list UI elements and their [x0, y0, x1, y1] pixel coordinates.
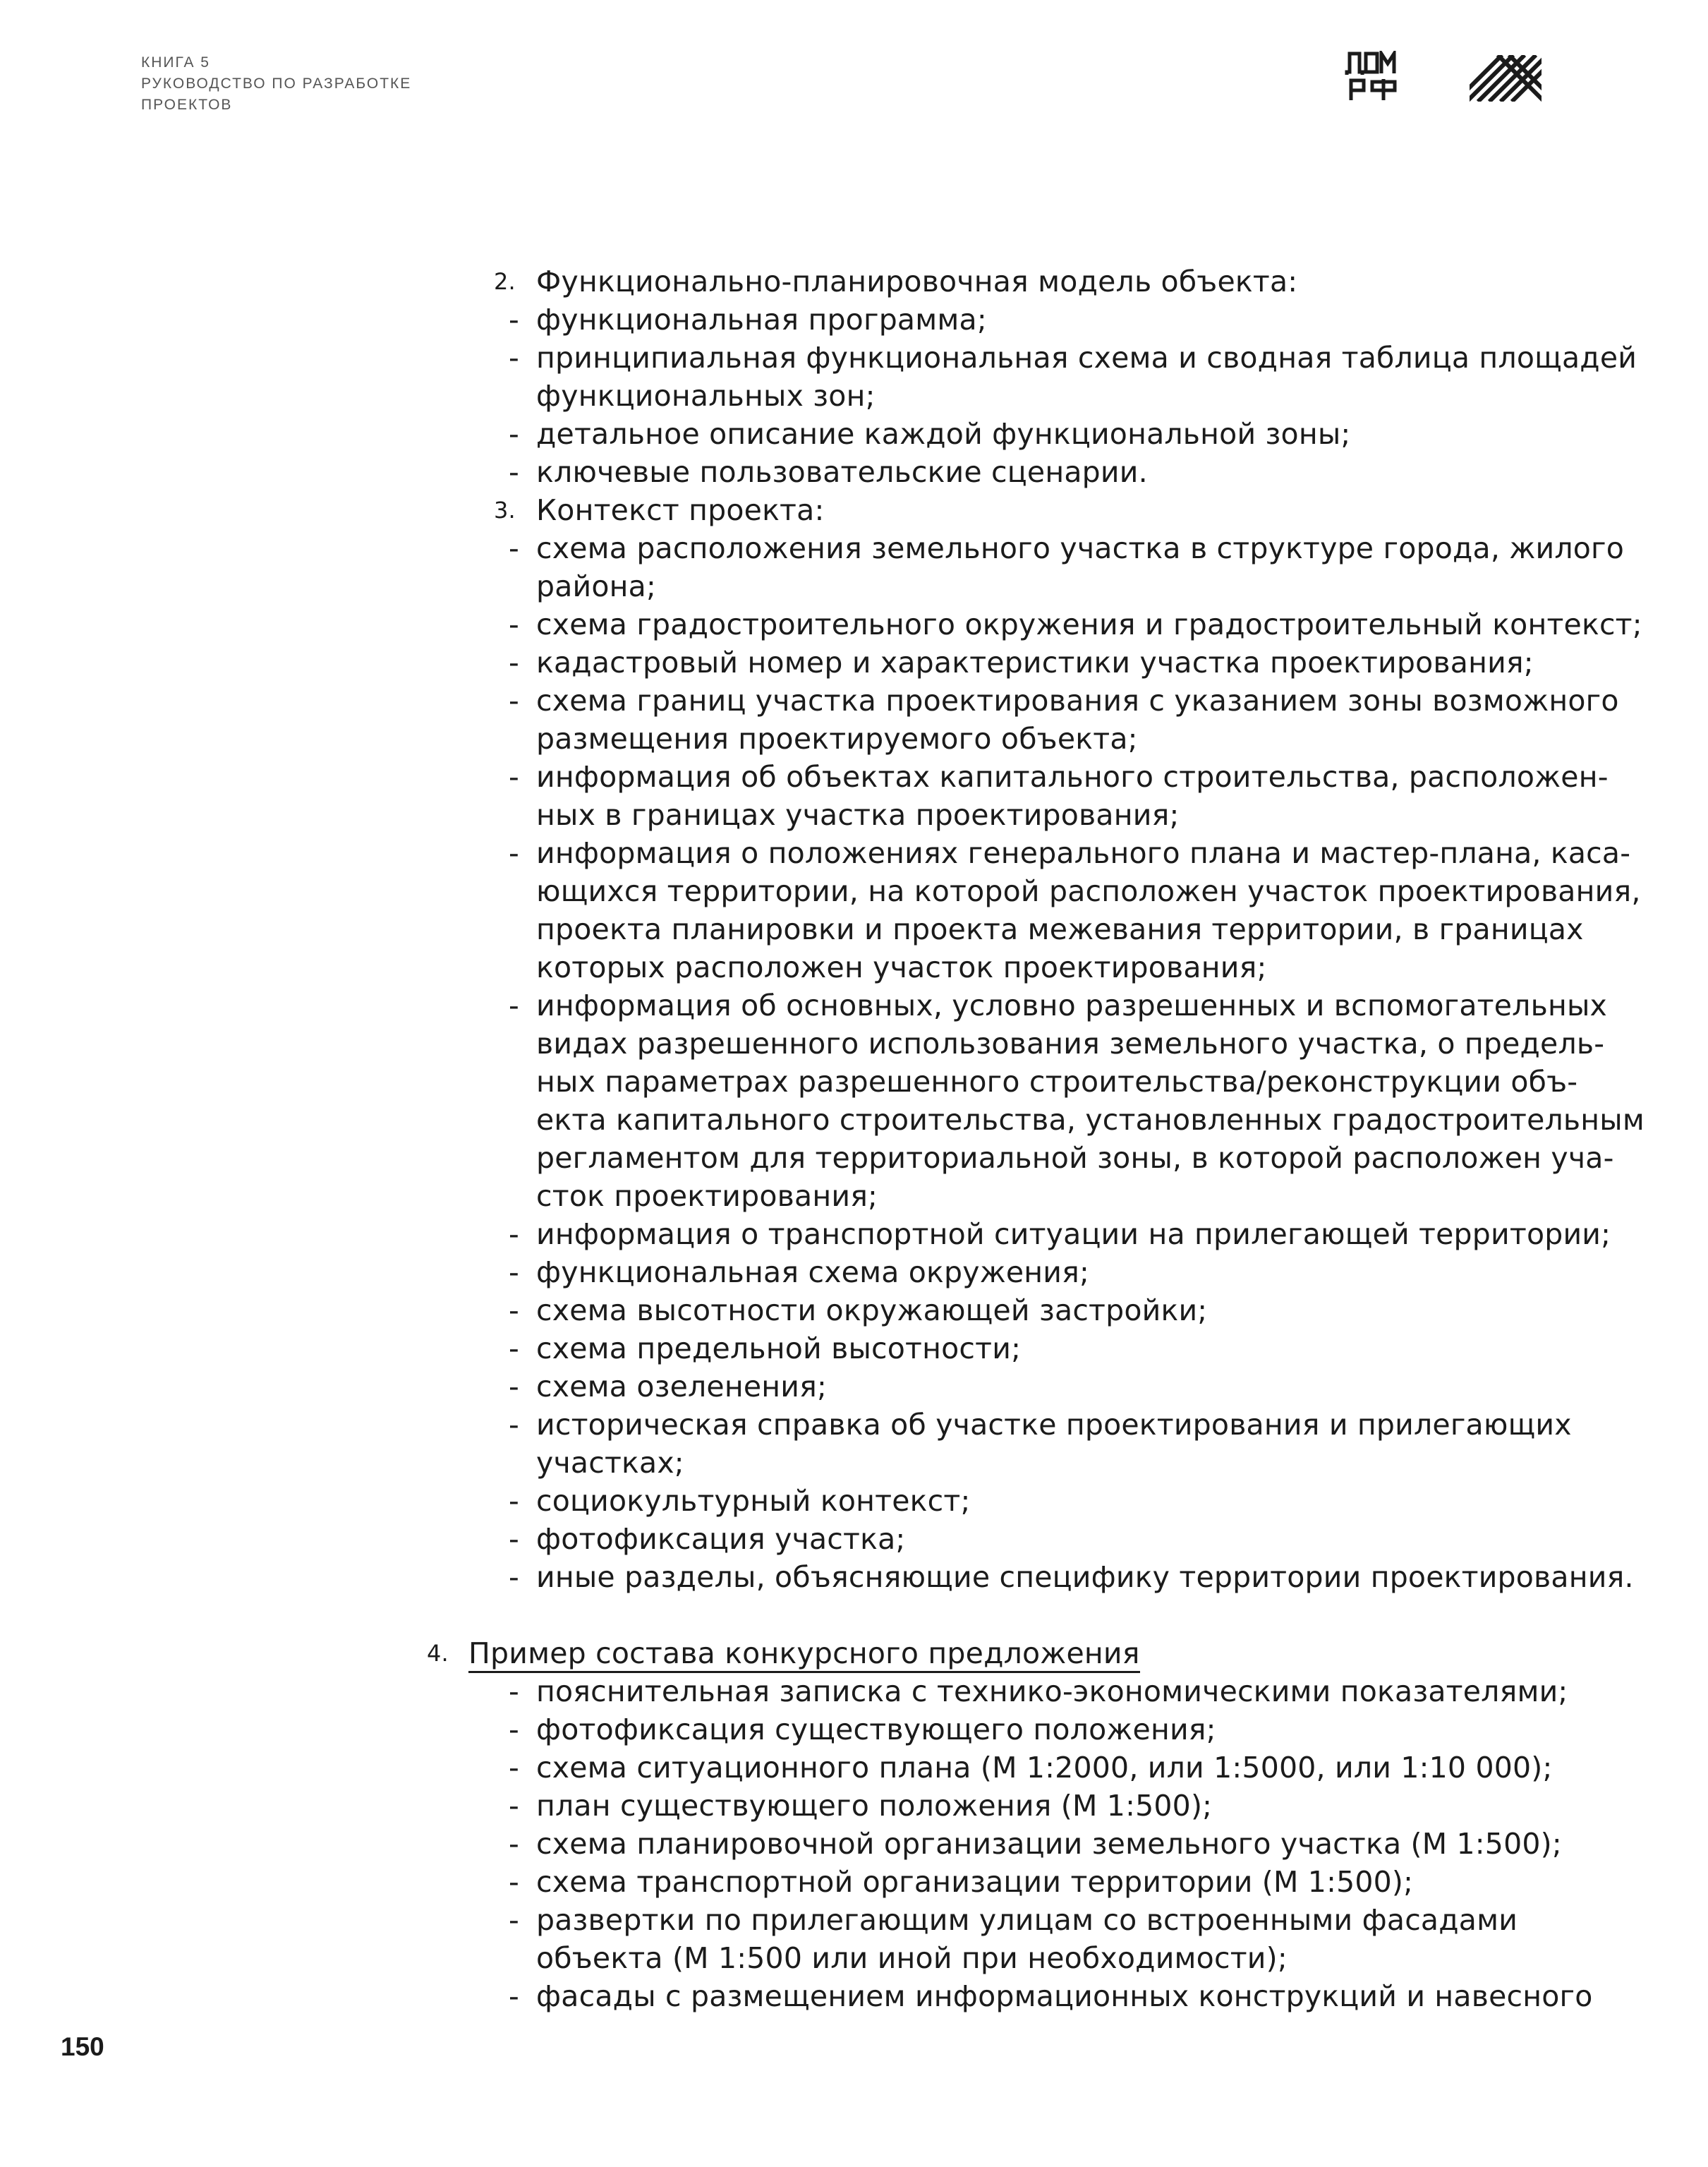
list-item: [0, 415, 1708, 453]
list-dash: -: [509, 684, 519, 718]
list-item-line: информация об основных, условно разрешенных и вспомогательных: [536, 989, 1607, 1022]
list-item: [0, 1406, 1708, 1482]
list-dash: -: [509, 1408, 519, 1442]
list-item-line: проекта планировки и проекта межевания территории, в границах: [536, 912, 1584, 946]
list-item: [0, 1520, 1708, 1558]
list-item: [0, 1863, 1708, 1901]
list-item-line: екта капитального строительства, установленных градостроительным: [536, 1103, 1645, 1137]
section-4-list: [0, 1672, 1708, 2015]
list-dash: -: [509, 608, 519, 641]
list-item-line: ных в границах участка проектирования;: [536, 798, 1180, 832]
list-item-line: схема ситуационного плана (М 1:2000, или 1:5000, или 1:10 000);: [536, 1751, 1553, 1785]
list-item-line: ключевые пользовательские сценарии.: [536, 455, 1148, 489]
list-item-text: [0, 301, 1708, 339]
list-dash: -: [509, 455, 519, 489]
section-2-title: Функционально-планировочная модель объекта:: [536, 265, 1298, 298]
section-3-title: Контекст проекта:: [536, 493, 825, 527]
list-item-line: схема границ участка проектирования с указанием зоны возможного: [536, 684, 1619, 718]
list-item-line: функциональных зон;: [536, 379, 876, 413]
list-item: [0, 1291, 1708, 1329]
section-3-number: 3.: [494, 497, 516, 524]
list-item: [0, 644, 1708, 682]
list-item-text: [0, 1787, 1708, 1825]
list-item: [0, 1672, 1708, 1710]
list-dash: -: [509, 1370, 519, 1404]
section-gap: [0, 1596, 1708, 1634]
section-3-heading: [0, 491, 1708, 529]
list-item-line: схема озеленения;: [536, 1370, 828, 1404]
list-item-line: информация о положениях генерального плана и мастер-плана, каса-: [536, 836, 1631, 870]
list-item-line: схема предельной высотности;: [536, 1332, 1022, 1365]
list-item-line: развертки по прилегающим улицам со встроенными фасадами: [536, 1903, 1518, 1937]
list-item-line: план существующего положения (М 1:500);: [536, 1789, 1213, 1823]
list-item: [0, 1558, 1708, 1596]
list-item-text: [0, 1749, 1708, 1787]
list-item-text: [0, 1901, 1708, 1977]
list-dash: -: [509, 1865, 519, 1899]
list-item-text: [0, 1329, 1708, 1368]
list-item: [0, 1901, 1708, 1977]
list-item-line: регламентом для территориальной зоны, в которой расположен уча-: [536, 1141, 1614, 1175]
list-item: [0, 301, 1708, 339]
striped-pattern-logo: [1470, 55, 1542, 102]
list-item-text: [0, 758, 1708, 834]
list-item-line: схема расположения земельного участка в структуре города, жилого: [536, 531, 1625, 565]
list-item: [0, 605, 1708, 644]
list-item-line: фасады с размещением информационных конструкций и навесного: [536, 1979, 1593, 2013]
list-item: [0, 1482, 1708, 1520]
list-item: [0, 529, 1708, 605]
list-dash: -: [509, 836, 519, 870]
list-item-text: [0, 1368, 1708, 1406]
list-dash: -: [509, 1522, 519, 1556]
list-item-text: [0, 682, 1708, 758]
list-item-text: [0, 1977, 1708, 2015]
list-item: [0, 1253, 1708, 1291]
document-body: [0, 262, 1708, 2015]
list-item-text: [0, 1215, 1708, 1253]
list-dash: -: [509, 1560, 519, 1594]
list-item: [0, 339, 1708, 415]
list-item-line: участках;: [536, 1446, 684, 1480]
list-dash: -: [509, 341, 519, 375]
list-item-line: схема высотности окружающей застройки;: [536, 1293, 1208, 1327]
list-dash: -: [509, 1217, 519, 1251]
page-number: 150: [61, 2032, 104, 2061]
list-item-line: историческая справка об участке проектирования и прилегающих: [536, 1408, 1572, 1442]
list-item-text: [0, 986, 1708, 1215]
list-item-line: принципиальная функциональная схема и сводная таблица площадей: [536, 341, 1637, 375]
header-line-1: КНИГА 5: [141, 54, 210, 71]
list-item-line: ных параметрах разрешенного строительства/реконструкции объ-: [536, 1065, 1578, 1099]
section-4-heading: [0, 1634, 1708, 1672]
list-item-line: фотофиксация участка;: [536, 1522, 906, 1556]
list-item-text: [0, 339, 1708, 415]
list-dash: -: [509, 760, 519, 794]
list-item-line: схема градостроительного окружения и градостроительный контекст;: [536, 608, 1642, 641]
list-item: [0, 1825, 1708, 1863]
list-item-text: [0, 1825, 1708, 1863]
list-item-line: детальное описание каждой функциональной зоны;: [536, 417, 1351, 451]
list-item-line: ющихся территории, на которой расположен участок проектирования,: [536, 874, 1641, 908]
list-item-line: информация об объектах капитального строительства, расположен-: [536, 760, 1609, 794]
list-item: [0, 1368, 1708, 1406]
section-2-heading: [0, 262, 1708, 301]
section-3-list: [0, 529, 1708, 1596]
list-item-line: схема транспортной организации территории (М 1:500);: [536, 1865, 1414, 1899]
list-dash: -: [509, 1255, 519, 1289]
list-dash: -: [509, 531, 519, 565]
list-item-text: [0, 415, 1708, 453]
list-item-text: [0, 1291, 1708, 1329]
list-item-line: информация о транспортной ситуации на прилегающей территории;: [536, 1217, 1611, 1251]
list-item-line: схема планировочной организации земельного участка (М 1:500);: [536, 1827, 1562, 1861]
dom-rf-logo: [1344, 51, 1400, 103]
list-dash: -: [509, 303, 519, 337]
list-item-text: [0, 644, 1708, 682]
list-item: [0, 1329, 1708, 1368]
list-dash: -: [509, 1789, 519, 1823]
list-item: [0, 834, 1708, 986]
section-2-number: 2.: [494, 268, 516, 295]
list-item-line: объекта (М 1:500 или иной при необходимости);: [536, 1941, 1288, 1975]
list-item-text: [0, 1406, 1708, 1482]
list-item: [0, 1215, 1708, 1253]
header-line-2: РУКОВОДСТВО ПО РАЗРАБОТКЕ: [141, 76, 412, 92]
list-item-line: функциональная программа;: [536, 303, 987, 337]
list-item-line: размещения проектируемого объекта;: [536, 722, 1138, 756]
list-dash: -: [509, 1293, 519, 1327]
list-item-line: иные разделы, объясняющие специфику территории проектирования.: [536, 1560, 1634, 1594]
list-item-text: [0, 1863, 1708, 1901]
list-item: [0, 1787, 1708, 1825]
list-item-line: фотофиксация существующего положения;: [536, 1713, 1216, 1746]
list-item: [0, 453, 1708, 491]
list-item-line: района;: [536, 569, 657, 603]
list-dash: -: [509, 989, 519, 1022]
list-dash: -: [509, 1979, 519, 2013]
list-item-line: социокультурный контекст;: [536, 1484, 971, 1518]
list-item: [0, 758, 1708, 834]
section-4-number: 4.: [427, 1640, 449, 1667]
list-item-text: [0, 529, 1708, 605]
list-item-text: [0, 1253, 1708, 1291]
list-dash: -: [509, 1484, 519, 1518]
list-item-text: [0, 1558, 1708, 1596]
section-4-title: Пример состава конкурсного предложения: [468, 1636, 1140, 1673]
header-line-3: ПРОЕКТОВ: [141, 97, 233, 113]
list-item-line: функциональная схема окружения;: [536, 1255, 1089, 1289]
list-dash: -: [509, 1674, 519, 1708]
section-2-list: [0, 301, 1708, 491]
list-item-line: сток проектирования;: [536, 1179, 878, 1213]
list-dash: -: [509, 1751, 519, 1785]
list-item: [0, 1710, 1708, 1749]
list-dash: -: [509, 1827, 519, 1861]
list-dash: -: [509, 1903, 519, 1937]
list-item: [0, 1749, 1708, 1787]
list-item-text: [0, 605, 1708, 644]
list-item: [0, 986, 1708, 1215]
list-dash: -: [509, 1713, 519, 1746]
list-item-line: кадастровый номер и характеристики участка проектирования;: [536, 646, 1534, 680]
list-item: [0, 1977, 1708, 2015]
list-item-text: [0, 1520, 1708, 1558]
list-item-text: [0, 1482, 1708, 1520]
list-dash: -: [509, 646, 519, 680]
list-dash: -: [509, 417, 519, 451]
list-dash: -: [509, 1332, 519, 1365]
list-item-text: [0, 834, 1708, 986]
list-item-text: [0, 453, 1708, 491]
list-item-line: пояснительная записка с технико-экономическими показателями;: [536, 1674, 1568, 1708]
book-header: [141, 52, 411, 116]
list-item-text: [0, 1672, 1708, 1710]
list-item-line: которых расположен участок проектирования;: [536, 950, 1267, 984]
list-item-text: [0, 1710, 1708, 1749]
list-item-line: видах разрешенного использования земельного участка, о предель-: [536, 1027, 1605, 1061]
list-item: [0, 682, 1708, 758]
